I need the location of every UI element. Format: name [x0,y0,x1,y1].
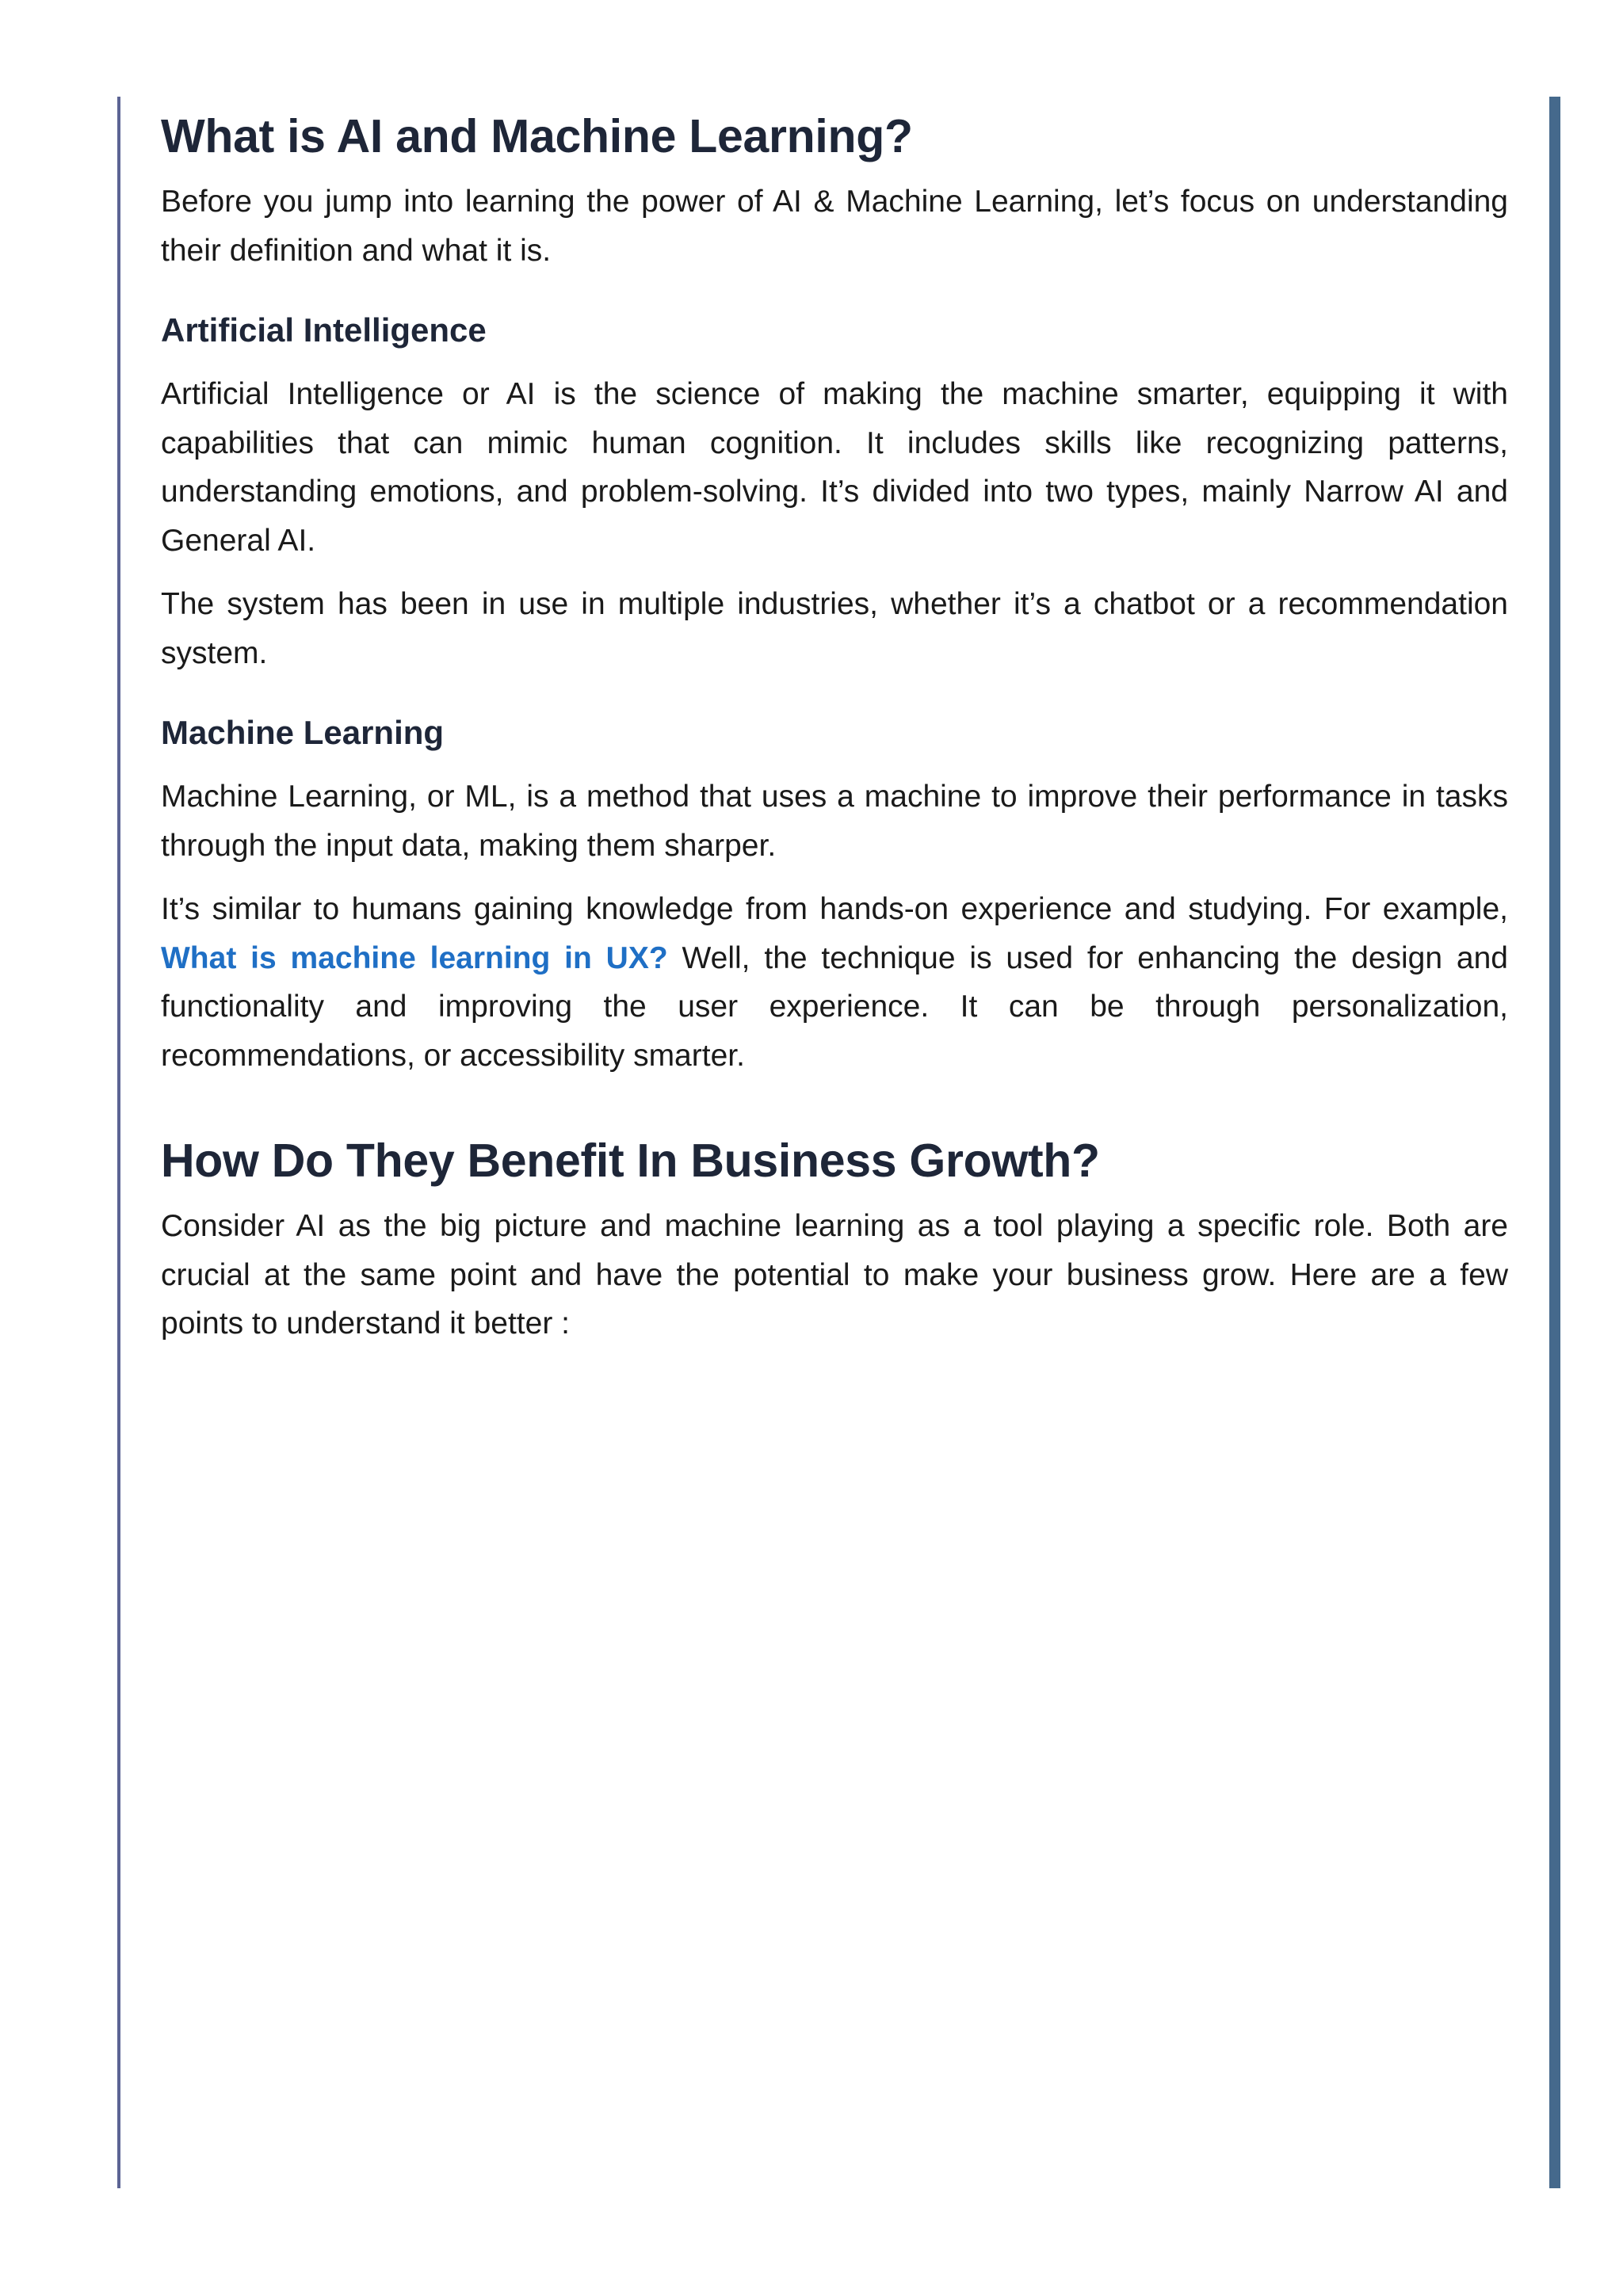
ml-paragraph-2-end: Well, the technique is used for enhancing the design and functionality and improving the user experience. It can be through personalization, recommendations, or accessibility smarter. [161,940,1508,1073]
ml-paragraph-1: Machine Learning, or ML, is a method that uses a machine to improve their performance in tasks through the input data, making them sharper. [161,780,1508,863]
intro-paragraph: Before you jump into learning the power of AI & Machine Learning, let’s focus on understanding their definition and what it is. [161,185,1508,268]
subheading-machine-learning: Machine Learning [161,714,445,751]
section-title-business-growth: How Do They Benefit In Business Growth? [161,1135,1100,1187]
ml-paragraph-2 [161,885,1508,1080]
right-border-rule [1549,97,1560,2188]
business-growth-paragraph: Consider AI as the big picture and machine learning as a tool playing a specific role. Both are crucial at the same point and have the potential to make your business grow. Here are a few points to understand it better : [161,1209,1508,1341]
ai-paragraph-1: Artificial Intelligence or AI is the science of making the machine smarter, equipping it with capabilities that can mimic human cognition. It includes skills like recognizing patterns, understanding emotions, and problem-solving. It’s divided into two types, mainly Narrow AI and General AI. [161,377,1508,558]
left-border-rule [117,97,120,2188]
section-title-ai-ml: What is AI and Machine Learning? [161,110,913,162]
article-content [161,101,1508,1363]
subheading-artificial-intelligence: Artificial Intelligence [161,311,487,349]
machine-learning-ux-link[interactable]: What is machine learning in UX? [161,940,668,975]
ai-paragraph-2: The system has been in use in multiple industries, whether it’s a chatbot or a recommendation system. [161,587,1508,670]
ml-paragraph-2-start: It’s similar to humans gaining knowledge from hands-on experience and studying. For example, [161,892,1508,926]
